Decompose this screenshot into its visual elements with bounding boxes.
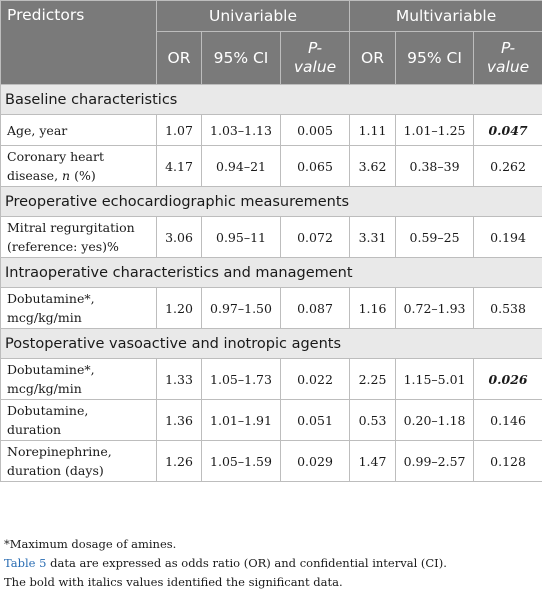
cell-multivariable-ci: 0.59–25 (396, 217, 474, 258)
table-reference-link[interactable]: Table 5 (4, 556, 47, 570)
cell-multivariable-p-significant: 0.047 (474, 115, 542, 146)
cell-univariable-or: 4.17 (157, 146, 202, 187)
cell-univariable-ci: 1.03–1.13 (202, 115, 281, 146)
header-pvalue-multivariable: P- value (474, 32, 542, 85)
section-title: Intraoperative characteristics and management (1, 258, 542, 288)
cell-univariable-p: 0.051 (281, 400, 350, 441)
cell-multivariable-ci: 0.72–1.93 (396, 288, 474, 329)
cell-multivariable-p: 0.146 (474, 400, 542, 441)
cell-multivariable-or: 1.16 (350, 288, 396, 329)
header-ci-multivariable: 95% CI (396, 32, 474, 85)
row-label: Dobutamine*, mcg/kg/min (1, 288, 157, 329)
cell-univariable-p: 0.029 (281, 441, 350, 482)
cell-univariable-ci: 1.05–1.59 (202, 441, 281, 482)
header-row-groups (1, 1, 542, 32)
cell-univariable-ci: 1.05–1.73 (202, 359, 281, 400)
cell-univariable-p: 0.065 (281, 146, 350, 187)
cell-multivariable-ci: 0.20–1.18 (396, 400, 474, 441)
cell-multivariable-or: 3.31 (350, 217, 396, 258)
cell-univariable-p: 0.072 (281, 217, 350, 258)
table-row (1, 441, 542, 482)
cell-univariable-or: 1.07 (157, 115, 202, 146)
cell-univariable-ci: 0.97–1.50 (202, 288, 281, 329)
row-label: Age, year (1, 115, 157, 146)
cell-univariable-or: 1.33 (157, 359, 202, 400)
header-multivariable: Multivariable (350, 1, 542, 32)
row-label: Coronary heart disease, n (%) (1, 146, 157, 187)
table-row (1, 359, 542, 400)
header-univariable: Univariable (157, 1, 350, 32)
cell-univariable-p: 0.005 (281, 115, 350, 146)
table-row (1, 146, 542, 187)
cell-univariable-or: 1.20 (157, 288, 202, 329)
footnote-table-note: Table 5 data are expressed as odds ratio (OR) and confidential interval (CI). (4, 556, 447, 570)
cell-univariable-ci: 0.94–21 (202, 146, 281, 187)
row-label: Dobutamine, duration (1, 400, 157, 441)
cell-multivariable-p: 0.194 (474, 217, 542, 258)
cell-multivariable-or: 1.11 (350, 115, 396, 146)
cell-multivariable-ci: 1.15–5.01 (396, 359, 474, 400)
row-label: Mitral regurgitation (reference: yes)% (1, 217, 157, 258)
footnote-asterisk: *Maximum dosage of amines. (4, 537, 177, 551)
section-row (1, 187, 542, 217)
cell-multivariable-ci: 1.01–1.25 (396, 115, 474, 146)
cell-multivariable-or: 2.25 (350, 359, 396, 400)
cell-multivariable-ci: 0.99–2.57 (396, 441, 474, 482)
section-title: Preoperative echocardiographic measurements (1, 187, 542, 217)
header-predictors: Predictors (1, 1, 157, 85)
cell-multivariable-or: 1.47 (350, 441, 396, 482)
cell-univariable-p: 0.022 (281, 359, 350, 400)
section-title: Baseline characteristics (1, 85, 542, 115)
section-row (1, 329, 542, 359)
row-label: Norepinephrine, duration (days) (1, 441, 157, 482)
table-row (1, 288, 542, 329)
header-or-multivariable: OR (350, 32, 396, 85)
cell-multivariable-p: 0.128 (474, 441, 542, 482)
cell-univariable-ci: 1.01–1.91 (202, 400, 281, 441)
section-row (1, 85, 542, 115)
table-row (1, 400, 542, 441)
cell-univariable-ci: 0.95–11 (202, 217, 281, 258)
header-ci-univariable: 95% CI (202, 32, 281, 85)
table-row (1, 217, 542, 258)
cell-univariable-or: 1.26 (157, 441, 202, 482)
section-title: Postoperative vasoactive and inotropic agents (1, 329, 542, 359)
section-row (1, 258, 542, 288)
cell-multivariable-ci: 0.38–39 (396, 146, 474, 187)
cell-univariable-or: 1.36 (157, 400, 202, 441)
header-or-univariable: OR (157, 32, 202, 85)
cell-univariable-p: 0.087 (281, 288, 350, 329)
table-row (1, 115, 542, 146)
cell-multivariable-p: 0.538 (474, 288, 542, 329)
cell-multivariable-or: 3.62 (350, 146, 396, 187)
table-footnotes (4, 535, 538, 592)
cell-multivariable-p: 0.262 (474, 146, 542, 187)
row-label: Dobutamine*, mcg/kg/min (1, 359, 157, 400)
header-pvalue-univariable: P- value (281, 32, 350, 85)
cell-multivariable-or: 0.53 (350, 400, 396, 441)
cell-multivariable-p-significant: 0.026 (474, 359, 542, 400)
footnote-bold-note: The bold with italics values identified the significant data. (4, 575, 343, 589)
cell-univariable-or: 3.06 (157, 217, 202, 258)
